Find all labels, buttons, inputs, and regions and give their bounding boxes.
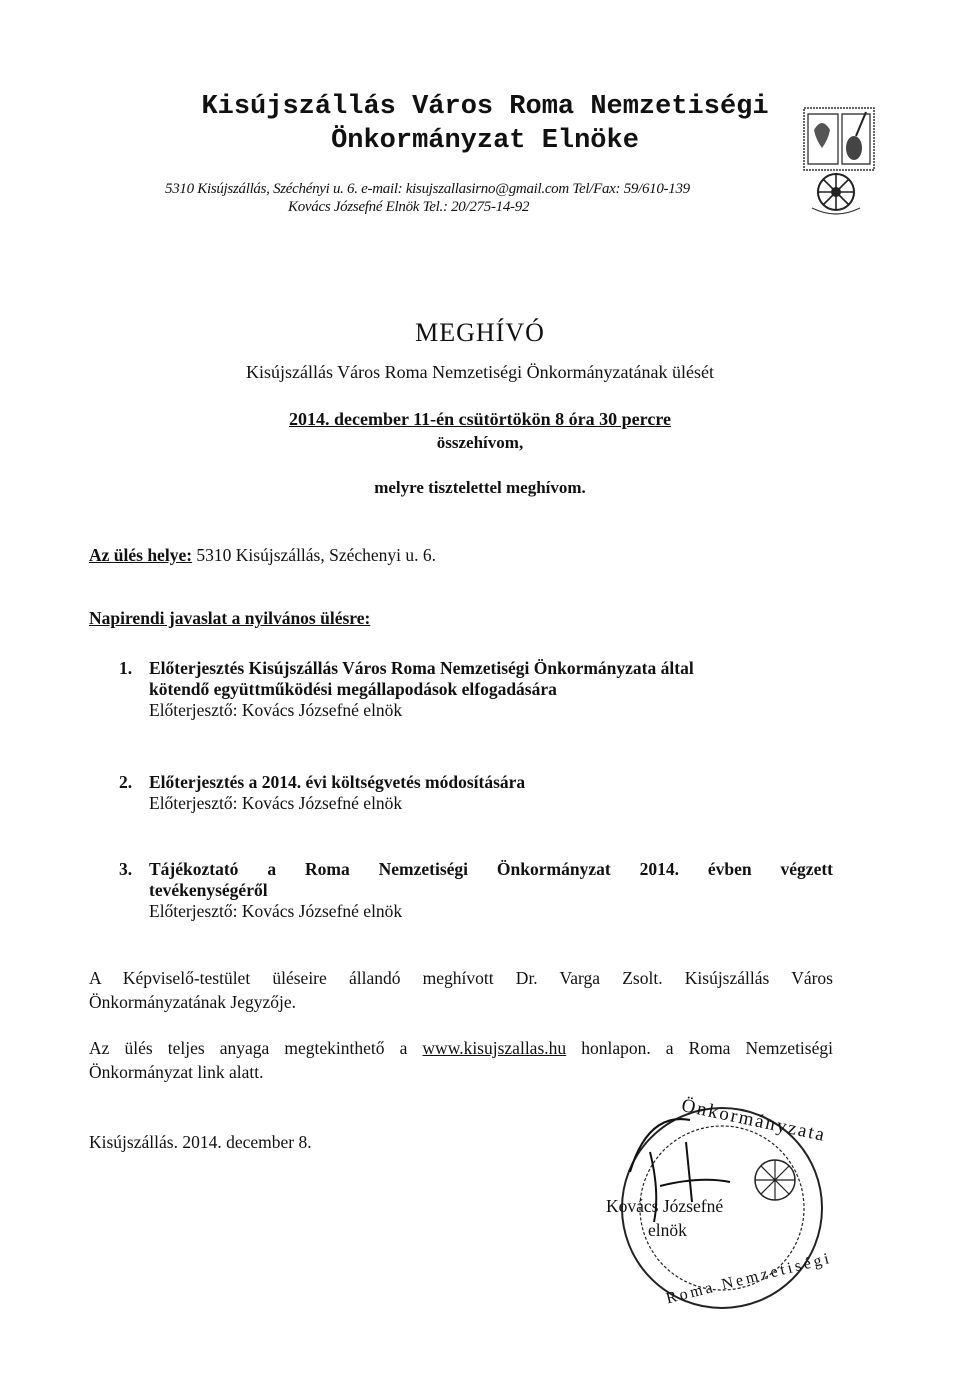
place-date: Kisújszállás. 2014. december 8. <box>89 1132 312 1152</box>
header-title-line1: Kisújszállás Város Roma Nemzetiségi <box>201 92 769 122</box>
venue-value: 5310 Kisújszállás, Széchenyi u. 6. <box>192 545 437 565</box>
convene-text: összehívom, <box>436 433 524 452</box>
venue <box>89 545 436 566</box>
agenda-item <box>119 859 833 922</box>
agenda-item-title-cont: tevékenységéről <box>149 880 268 900</box>
header-contact-line2: Kovács Józsefné Elnök Tel.: 20/275-14-92 <box>288 199 530 215</box>
header-title-line2: Önkormányzat Elnöke <box>331 126 639 156</box>
agenda-item <box>119 772 769 814</box>
stamp-text-bottom: Roma Nemzetiségi <box>664 1249 834 1308</box>
meeting-date: 2014. december 11-én csütörtökön 8 óra 30 percre <box>289 409 671 429</box>
agenda-item-number: 3. <box>119 859 133 879</box>
invitation-title: MEGHÍVÓ <box>415 318 545 347</box>
signer-name: Kovács Józsefné <box>606 1196 724 1216</box>
material-line2: Önkormányzat link alatt. <box>89 1062 264 1082</box>
material-before: Az ülés teljes anyaga megtekinthető a <box>89 1038 423 1058</box>
website-link[interactable]: www.kisujszallas.hu <box>422 1038 567 1058</box>
permanent-invitee-line2: Önkormányzatának Jegyzője. <box>89 992 297 1012</box>
agenda-item-number: 2. <box>119 772 133 792</box>
agenda-item <box>119 658 769 721</box>
invitation-subtitle: Kisújszállás Város Roma Nemzetiségi Önkormányzatának ülését <box>245 362 715 382</box>
material-after: honlapon. a Roma Nemzetiségi <box>566 1038 833 1058</box>
stamp-text-top: Önkormányzata <box>679 1094 829 1147</box>
agenda-item-number: 1. <box>119 658 133 678</box>
agenda-item-title: Előterjesztés a 2014. évi költségvetés módosítására <box>149 772 526 792</box>
venue-label: Az ülés helye: <box>89 545 193 565</box>
agenda-item-presenter: Előterjesztő: Kovács Józsefné elnök <box>149 700 403 720</box>
agenda-item-presenter: Előterjesztő: Kovács Józsefné elnök <box>149 901 403 921</box>
roma-coat-of-arms-icon <box>792 100 882 220</box>
agenda-item-title-cont: kötendő együttműködési megállapodások elfogadására <box>149 679 557 699</box>
agenda-item-title: Tájékoztató a Roma Nemzetiségi Önkormányzat 2014. évben végzett <box>149 859 833 879</box>
signer-role: elnök <box>648 1220 687 1240</box>
invite-text: melyre tisztelettel meghívom. <box>374 478 586 497</box>
agenda-item-title: Előterjesztés Kisújszállás Város Roma Nemzetiségi Önkormányzata által <box>149 658 694 678</box>
permanent-invitee-line1: A Képviselő-testület üléseire állandó meghívott Dr. Varga Zsolt. Kisújszállás Város <box>89 968 833 988</box>
agenda-heading: Napirendi javaslat a nyilvános ülésre: <box>89 608 371 628</box>
agenda-item-presenter: Előterjesztő: Kovács Józsefné elnök <box>149 793 403 813</box>
header-contact-line1: 5310 Kisújszállás, Széchényi u. 6. e-mail: kisujszallasirno@gmail.com Tel/Fax: 59/610-139 <box>165 181 690 197</box>
material-line1 <box>89 1038 833 1059</box>
